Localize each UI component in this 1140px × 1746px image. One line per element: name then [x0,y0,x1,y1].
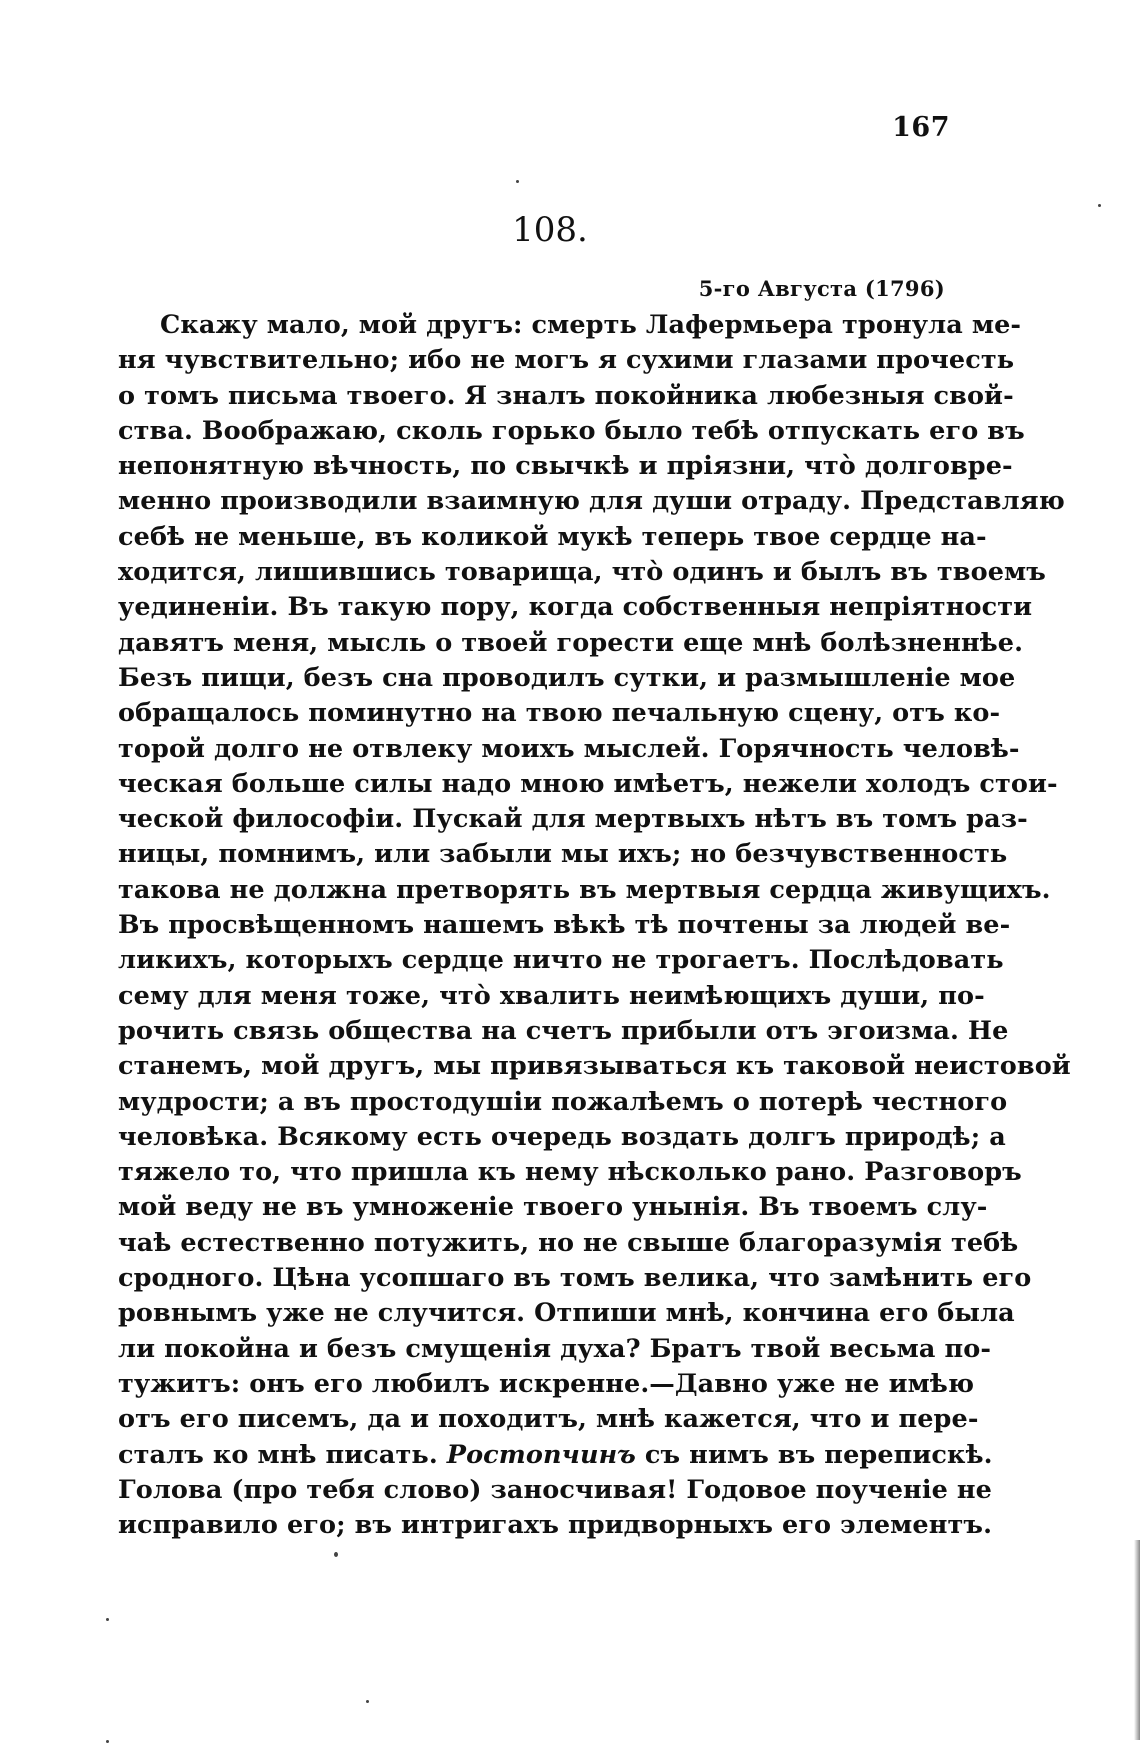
scan-speck [106,1740,109,1743]
scan-speck [1098,204,1101,207]
letter-number: 108. [512,210,588,250]
text-line: менно производили взаимную для души отраду. Представляю [118,486,1065,517]
text-line: тяжело то, что пришла къ нему нѣсколько рано. Разговоръ [118,1157,1022,1188]
text-line: тужитъ: онъ его любилъ искренне.—Давно уже не имѣю [118,1368,975,1399]
text-line: отъ его писемъ, да и походитъ, мнѣ кажется, что и пере- [118,1404,979,1435]
text-line: человѣка. Всякому есть очередь воздать долгъ природѣ; а [118,1121,1006,1152]
text-line: ницы, помнимъ, или забыли мы ихъ; но безчувственность [118,839,1008,870]
text-line: ровнымъ уже не случится. Отпиши мнѣ, кончина его была [118,1298,1015,1329]
text-line: рочить связь общества на счетъ прибыли отъ эгоизма. Не [118,1015,1009,1046]
text-line: Въ просвѣщенномъ нашемъ вѣкѣ тѣ почтены за людей ве- [118,910,1011,941]
text-line: ня чувствительно; ибо не могъ я сухими глазами прочесть [118,345,1015,376]
text-line: сродного. Цѣна усопшаго въ томъ велика, что замѣнить его [118,1263,1032,1294]
letter-date: 5-го Августа (1796) [698,276,945,301]
text-line: Скажу мало, мой другъ: смерть Лафермьера тронула ме- [160,310,1022,340]
text-line: исправило его; въ интригахъ придворныхъ его элементъ. [118,1510,993,1541]
page-number: 167 [892,112,950,143]
text-line: ства. Воображаю, сколь горько было тебѣ отпускать его въ [118,415,1025,446]
text-line-end: съ нимъ въ перепискѣ. [644,1439,993,1470]
letter-body [118,308,1071,1543]
text-line: мудрости; а въ простодушіи пожалѣемъ о потерѣ честного [118,1086,1008,1117]
text-line: ческая больше силы надо мною имѣетъ, нежели холодъ стои- [118,768,1058,799]
text-line: ликихъ, которыхъ сердце ничто не трогаетъ. Послѣдовать [118,945,1004,976]
text-line-mixed [118,1438,993,1473]
text-line: давятъ меня, мысль о твоей горести еще мнѣ болѣзненнѣе. [118,627,1024,658]
text-line: такова не должна претворять въ мертвыя сердца живущихъ. [118,874,1051,905]
text-line: торой долго не отвлеку моихъ мыслей. Горячность человѣ- [118,733,1020,764]
scan-edge-shadow [1134,1540,1140,1740]
text-line: сему для меня тоже, что̀ хвалить неимѣющихъ души, по- [118,980,985,1011]
scan-speck [516,180,519,183]
text-line: ли покойна и безъ смущенія духа? Братъ твой весьма по- [118,1333,992,1364]
text-line: непонятную вѣчность, по свычкѣ и пріязни, что̀ долговре- [118,451,1013,482]
italic-name: Ростопчинъ [446,1439,636,1470]
text-line: уединеніи. Въ такую пору, когда собственныя непріятности [118,592,1033,623]
text-line: чаѣ естественно потужить, но не свыше благоразумія тебѣ [118,1227,1019,1258]
scan-speck [106,1618,109,1621]
text-line: ческой философіи. Пускай для мертвыхъ нѣтъ въ томъ раз- [118,804,1028,835]
text-line: Голова (про тебя слово) заносчивая! Годовое поученіе не [118,1474,992,1505]
scan-speck [334,1552,338,1557]
text-line: Безъ пищи, безъ сна проводилъ сутки, и размышленіе мое [118,662,1016,693]
text-line: о томъ письма твоего. Я зналъ покойника любезныя свой- [118,380,1014,411]
text-line: обращалось поминутно на твою печальную сцену, отъ ко- [118,698,1001,729]
scan-speck [366,1700,369,1703]
text-line: ходится, лишившись товарища, что̀ одинъ и былъ въ твоемъ [118,557,1046,588]
text-line: мой веду не въ умноженіе твоего унынія. Въ твоемъ слу- [118,1192,988,1223]
text-line: станемъ, мой другъ, мы привязываться къ таковой неистовой [118,1051,1071,1082]
text-line-start: сталъ ко мнѣ писать. [118,1439,438,1470]
text-line: себѣ не меньше, въ коликой мукѣ теперь твое сердце на- [118,521,987,552]
